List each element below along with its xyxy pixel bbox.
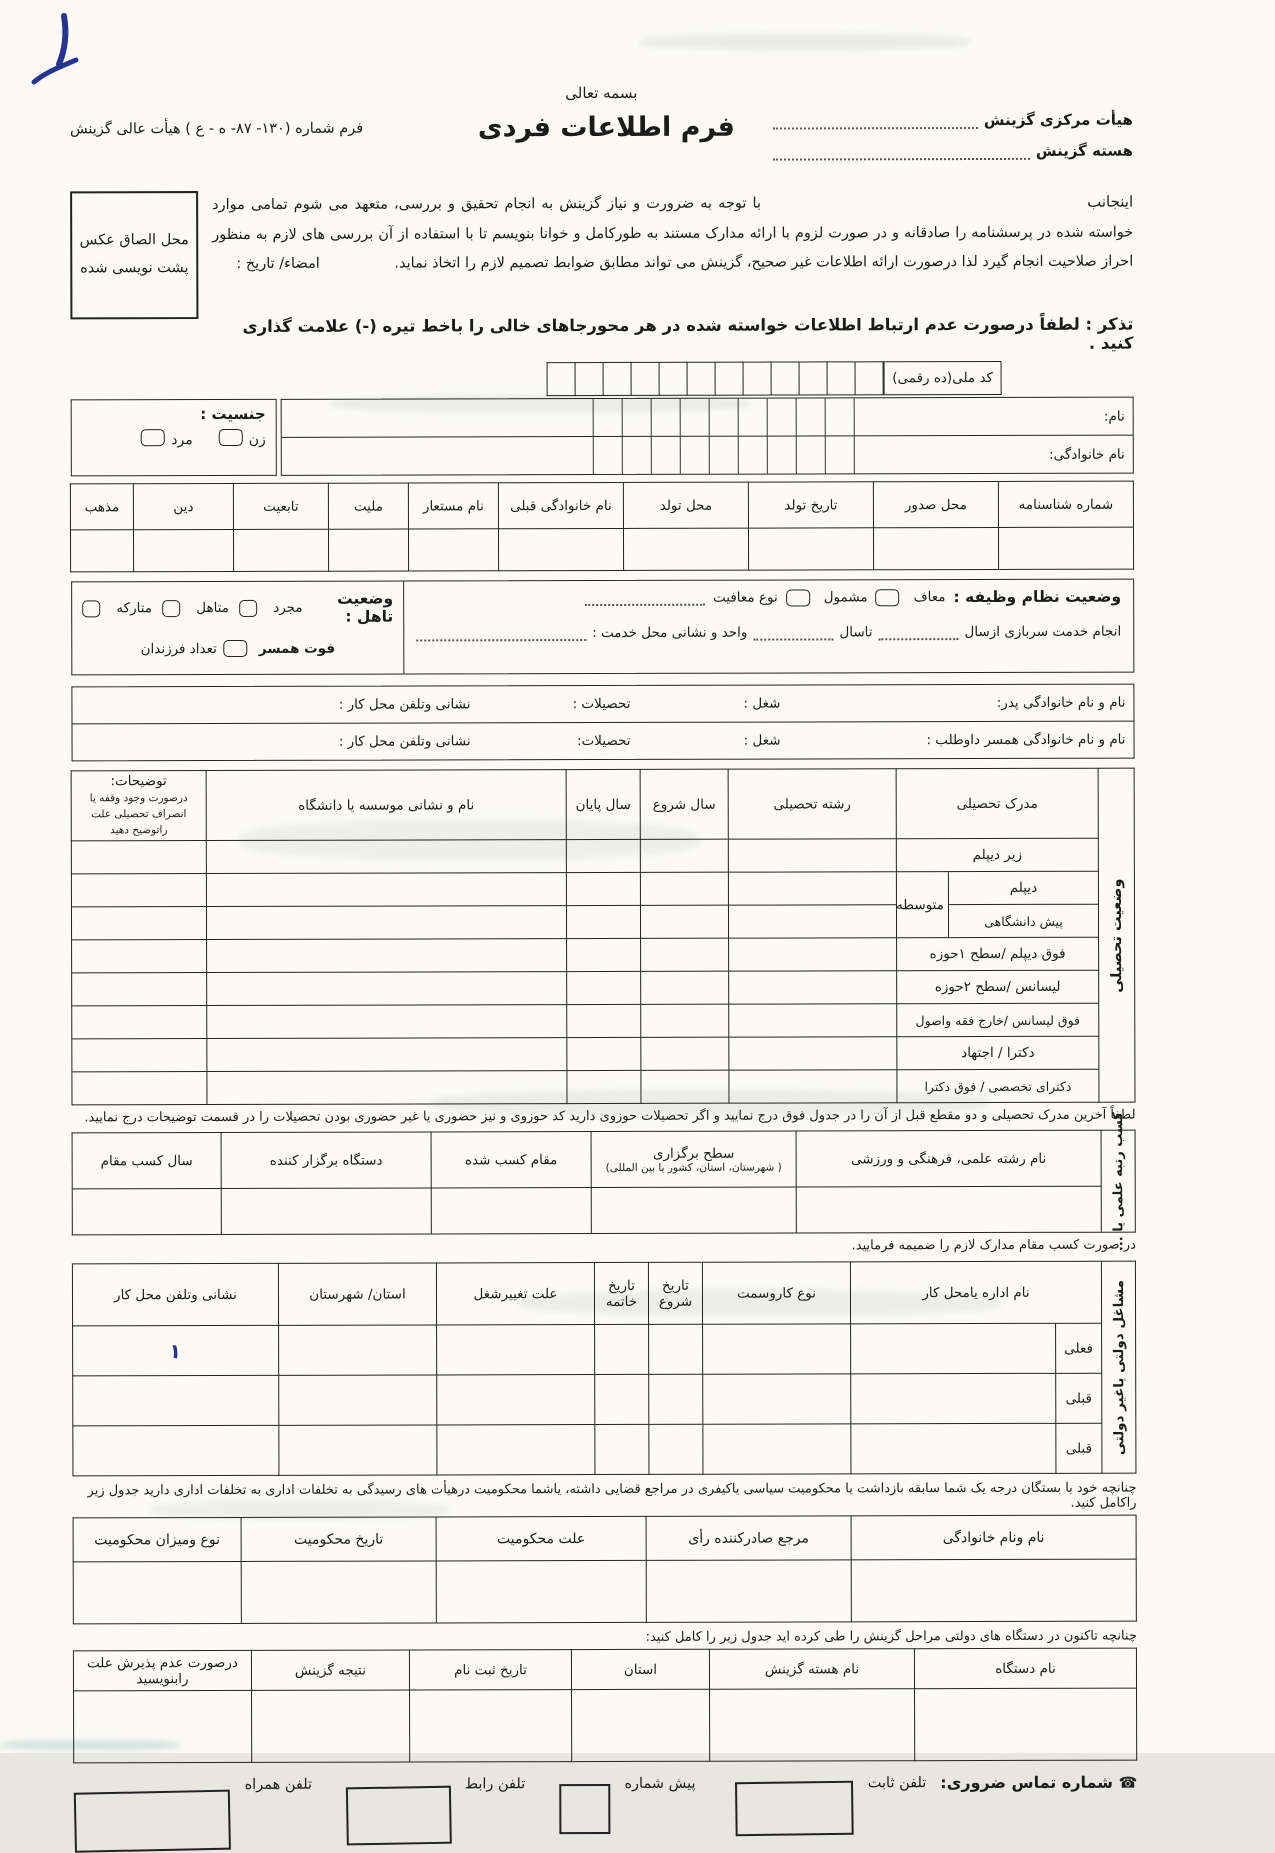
input-cell[interactable]: [71, 841, 206, 874]
input-cell[interactable]: [703, 1374, 851, 1424]
core-board-label: هسته گزینش: [1035, 141, 1134, 160]
core-board-field[interactable]: [773, 143, 1030, 161]
central-board-field[interactable]: [773, 112, 978, 130]
landline-label: تلفن ثابت: [867, 1775, 927, 1792]
father-education-label[interactable]: تحصیلات :: [572, 695, 631, 713]
column-header: نام دستگاه: [914, 1648, 1136, 1689]
input-cell[interactable]: [567, 972, 641, 1005]
input-cell[interactable]: [207, 972, 567, 1006]
subject-checkbox[interactable]: [786, 589, 810, 606]
column-header: نتیجه گزینش: [251, 1650, 409, 1690]
input-cell[interactable]: [437, 1325, 595, 1375]
exemption-type-label: نوع معافیت: [712, 589, 778, 606]
landline-input-box[interactable]: [735, 1781, 854, 1837]
national-code-label: کد ملی(ده رقمی): [884, 361, 1002, 395]
column-header: دستگاه برگزار کننده: [221, 1132, 431, 1189]
input-cell[interactable]: [851, 1559, 1136, 1622]
single-label: مجرد: [273, 599, 303, 616]
input-cell[interactable]: [728, 839, 896, 872]
input-cell[interactable]: [279, 1325, 437, 1375]
input-cell[interactable]: [703, 1324, 851, 1374]
column-header: استان/ شهرستان: [278, 1263, 436, 1325]
spouse-education-label[interactable]: تحصیلات:: [576, 732, 631, 750]
input-cell[interactable]: [641, 938, 729, 971]
degree-label: دیپلم: [948, 871, 1098, 904]
contact-row: [74, 1773, 1137, 1836]
spouse-row: [72, 721, 1133, 761]
input-cell[interactable]: [410, 1690, 572, 1762]
national-code-row: [71, 361, 1134, 398]
degree-label: پیش دانشگاهی: [948, 904, 1098, 937]
signature-date-label[interactable]: امضاء/ تاریخ :: [236, 256, 320, 273]
spouse-work-label[interactable]: نشانی وتلفن محل کار :: [338, 733, 471, 750]
first-name-field[interactable]: [565, 398, 855, 436]
input-cell[interactable]: [572, 1689, 710, 1761]
degree-label: دکترای تخصصی / فوق دکترا: [897, 1069, 1099, 1103]
input-cell[interactable]: [640, 872, 728, 905]
gender-male-option: مرد: [141, 429, 193, 448]
ranks-note: در صورت کسب مقام مدارک لازم را ضمیمه فرمایید.: [851, 1237, 1136, 1254]
photo-attachment-box[interactable]: محل الصاق عکس پشت نویسی شده: [70, 191, 198, 319]
subject-label: مشمول: [823, 589, 868, 606]
degree-label: فوق دیپلم /سطح ۱حوزه: [897, 937, 1099, 971]
input-cell[interactable]: [998, 527, 1133, 569]
column-header: محل صدور: [873, 481, 998, 527]
personal-info-table: [70, 481, 1134, 573]
column-header: رشته تحصیلی: [728, 769, 896, 840]
secondary-group-label: متوسطه: [896, 872, 948, 938]
column-header: نام ونام خانوادگی: [851, 1515, 1136, 1560]
gender-female-option: زن: [219, 429, 266, 448]
male-checkbox[interactable]: [141, 429, 165, 446]
input-cell[interactable]: [640, 905, 728, 938]
column-header: مذهب: [70, 484, 133, 530]
convictions-table: [73, 1515, 1137, 1625]
input-cell[interactable]: [567, 1005, 641, 1038]
column-header: علت محکومیت: [436, 1517, 646, 1562]
digit-cell[interactable]: [799, 361, 827, 395]
degree-label: فوق لیسانس /خارج فقه واصول: [897, 1003, 1099, 1037]
input-cell[interactable]: [567, 1038, 641, 1071]
digit-cell[interactable]: [575, 362, 603, 396]
input-cell[interactable]: [206, 873, 566, 907]
input-cell[interactable]: [72, 1006, 207, 1039]
column-header: محل تولد: [623, 482, 748, 528]
applicant-name-field[interactable]: [767, 207, 1087, 208]
unit-address-field[interactable]: [416, 625, 586, 641]
first-name-label: نام:: [1103, 408, 1125, 425]
input-cell[interactable]: [640, 839, 728, 872]
input-cell[interactable]: [72, 940, 207, 973]
input-cell[interactable]: [279, 1375, 437, 1425]
input-cell[interactable]: [71, 874, 206, 907]
column-header: استان: [571, 1649, 709, 1689]
digit-cell[interactable]: [715, 362, 743, 396]
marital-title: وضعیت تاهل :: [337, 589, 394, 626]
column-header: نوع ومیزان محکومیت: [73, 1518, 241, 1562]
column-header: درصورت عدم پذیرش علت رابنویسید: [73, 1651, 251, 1691]
education-note: لطفاً آخرین مدرک تحصیلی و دو مقطع قبل از آن را در جدول فوق درج نمایید و اگر تحصیلات حوزوی دارید کد حوزوی و نیز حضوری یا غیر حضوری بودن تحصیلات را در قسمت توضیحات درج نمایید.: [84, 1107, 1136, 1126]
last-name-label: نام خانوادگی:: [1049, 446, 1125, 463]
female-checkbox[interactable]: [219, 429, 243, 446]
father-work-label[interactable]: نشانی وتلفن محل کار :: [338, 696, 471, 713]
handwritten-mark: ۱: [168, 1338, 183, 1364]
column-header: مرجع صادرکننده رأی: [646, 1516, 851, 1561]
spouse-job-label[interactable]: شغل :: [743, 732, 781, 749]
digit-cell[interactable]: [603, 362, 631, 396]
exemption-type-field[interactable]: [585, 590, 705, 606]
input-cell[interactable]: [641, 1004, 729, 1037]
input-cell[interactable]: [728, 872, 896, 905]
input-cell[interactable]: [649, 1424, 703, 1474]
input-cell[interactable]: [207, 939, 567, 973]
input-cell[interactable]: [567, 939, 641, 972]
military-status-box: [403, 579, 1134, 675]
area-code-label: پیش شماره: [624, 1776, 696, 1793]
degree-label: زیر دیپلم: [896, 838, 1098, 872]
input-cell[interactable]: [437, 1425, 595, 1475]
column-header: ملیت: [328, 483, 408, 529]
pledge-text: با توجه به ضرورت و نیاز گزینش به انجام تحقیق و بررسی، متعهد می شوم تمامی موارد خواسته شده در پرسشنامه را صادقانه و در صورت لزوم با ارائه مدارک مستند به طورکامل و خوانا بنویسم تا با استفاده از آن بررسی های لازم به منظور احراز صلاحیت انجام گیرد لذا درصورت ارائه اطلاعات غیر صحیح، گزینش می تواند مطابق ضوابط تصمیم لازم را اتخاذ نماید.: [212, 195, 1134, 272]
father-row: [72, 685, 1133, 724]
last-name-field[interactable]: [565, 436, 855, 474]
gender-label: جنسیت :: [200, 404, 266, 424]
exempt-label: معاف: [913, 589, 946, 606]
input-cell[interactable]: [710, 1689, 915, 1762]
input-cell[interactable]: [566, 906, 640, 939]
pledge-section: [70, 187, 1133, 312]
phone-icon: ☎: [1118, 1773, 1138, 1792]
digit-cell[interactable]: [659, 362, 687, 396]
service-label: انجام خدمت سربازی ازسال: [964, 623, 1122, 641]
exempt-checkbox[interactable]: [876, 589, 900, 606]
single-checkbox[interactable]: [239, 599, 257, 616]
selection-history-intro: چنانچه تاکنون در دستگاه های دولتی مراحل گزینش را طی کرده اید جدول زیر را کامل کنید:: [645, 1628, 1137, 1646]
column-header: نام مستعار: [408, 483, 498, 529]
input-cell[interactable]: [408, 529, 498, 571]
column-header: تاریخ ثبت نام: [409, 1650, 571, 1690]
mobile-input-box[interactable]: [74, 1790, 231, 1853]
contact-title: ☎ شماره تماس ضروری:: [940, 1772, 1138, 1793]
job-row-label: فعلی: [1056, 1323, 1102, 1373]
input-cell[interactable]: [233, 529, 328, 571]
input-cell[interactable]: [566, 840, 640, 873]
column-header: شماره شناسنامه: [998, 481, 1133, 527]
input-cell[interactable]: [567, 1071, 641, 1104]
input-cell[interactable]: [207, 1071, 567, 1105]
job-row-label: قبلی: [1056, 1423, 1102, 1473]
input-cell[interactable]: [72, 1039, 207, 1072]
input-cell[interactable]: [72, 973, 207, 1006]
education-side-label: وضعیت تحصیلی: [1098, 768, 1135, 1102]
form-number: فرم شماره (۱۳۰- ۸۷- ه - ع ) هیأت عالی گزینش: [69, 120, 364, 138]
input-cell[interactable]: [72, 1072, 207, 1105]
children-count-label: تعداد فرزندان: [140, 640, 217, 657]
input-cell[interactable]: [71, 907, 206, 940]
column-header: تاریخ محکومیت: [241, 1517, 436, 1562]
digit-cell[interactable]: [547, 362, 575, 396]
input-cell[interactable]: [915, 1688, 1137, 1761]
column-header: علت تغییرشغل: [436, 1263, 594, 1325]
input-cell[interactable]: [73, 1426, 279, 1477]
column-header: نام خانوادگی قبلی: [498, 482, 623, 528]
input-cell[interactable]: [206, 906, 566, 940]
unit-address-label: واحد و نشانی محل خدمت :: [592, 624, 748, 642]
jobs-side-label: مشاغل دولتی یاغیر دولتی: [1101, 1261, 1136, 1473]
column-header: دین: [133, 483, 233, 529]
input-cell[interactable]: [641, 971, 729, 1004]
column-header: سال شروع: [640, 769, 728, 839]
input-cell[interactable]: [436, 1561, 646, 1624]
core-board-line: [773, 142, 1133, 161]
applicant-label: اینجانب: [1087, 192, 1134, 211]
input-cell[interactable]: [729, 938, 897, 971]
column-header: تاریخ خاتمه: [594, 1263, 648, 1325]
ranks-side-label: کسب رتبه علمی یا ...: [1101, 1130, 1135, 1232]
family-info-table: [71, 684, 1134, 762]
digit-cell[interactable]: [743, 362, 771, 396]
digit-cell[interactable]: [631, 362, 659, 396]
marital-status-box: [71, 581, 403, 676]
digit-cell[interactable]: [855, 361, 884, 395]
input-cell[interactable]: [595, 1425, 649, 1475]
digit-cell[interactable]: [827, 361, 855, 395]
service-to-field[interactable]: [753, 625, 833, 641]
column-header: نشانی وتلفن محل کار: [72, 1264, 278, 1327]
first-name-row: [282, 398, 1133, 438]
input-cell[interactable]: [851, 1424, 1056, 1475]
column-header: تابعیت: [233, 483, 328, 529]
gender-box: [71, 399, 277, 477]
column-header: نام رشته علمی، فرهنگی و ورزشی: [796, 1130, 1101, 1187]
military-title: وضعیت نظام وظیفه :: [953, 587, 1122, 607]
spouse-deceased-checkbox[interactable]: [223, 640, 247, 657]
input-cell[interactable]: [729, 1004, 897, 1037]
input-cell[interactable]: [279, 1425, 437, 1475]
column-header: نوع کاروسمت: [702, 1262, 850, 1324]
notes-column-header: توضیحات: درصورت وجود وقفه یا انصراف تحصیلی علت راتوضیح دهید: [71, 771, 206, 842]
column-header: نام هسته گزینش: [709, 1649, 914, 1690]
degree-label: دکترا / اجتهاد: [897, 1036, 1099, 1070]
selection-history-table: [73, 1648, 1137, 1764]
input-cell[interactable]: [221, 1188, 431, 1235]
input-cell[interactable]: [796, 1186, 1101, 1233]
degree-label: لیسانس /سطح ۲حوزه: [897, 970, 1099, 1004]
column-header: نام و نشانی موسسه یا دانشگاه: [206, 770, 566, 841]
input-cell[interactable]: [729, 1070, 897, 1103]
spouse-deceased-label: فوت همسر: [258, 640, 336, 657]
input-cell[interactable]: [133, 529, 233, 571]
area-code-input-box[interactable]: [559, 1784, 610, 1834]
input-cell[interactable]: [328, 529, 408, 571]
input-cell[interactable]: [641, 1070, 729, 1103]
input-cell[interactable]: [566, 873, 640, 906]
column-header: تاریخ تولد: [748, 482, 873, 528]
input-cell[interactable]: [646, 1560, 851, 1623]
input-cell[interactable]: [70, 530, 133, 572]
column-header: سال پایان: [566, 769, 640, 839]
father-name-label[interactable]: نام و نام خانوادگی پدر:: [996, 694, 1126, 711]
separated-checkbox[interactable]: [82, 600, 100, 617]
married-checkbox[interactable]: [162, 600, 180, 617]
form-header: [70, 111, 1133, 176]
input-cell[interactable]: [591, 1187, 796, 1234]
spouse-name-label[interactable]: نام و نام خانوادگی همسر داوطلب :: [926, 731, 1126, 749]
pledge-paragraph: [70, 187, 1133, 281]
dash-notice: تذکر : لطفاً درصورت عدم ارتباط اطلاعات خواسته شده در هر محورجاهای خالی را باخط تیره (-) علامت گذاری کنید .: [242, 314, 1134, 353]
page-title: فرم اطلاعات فردی: [477, 111, 735, 144]
column-header: نام اداره یامحل کار: [850, 1261, 1101, 1324]
input-cell[interactable]: [207, 1005, 567, 1039]
father-job-label[interactable]: شغل :: [743, 695, 781, 712]
to-year-label: تاسال: [839, 624, 873, 641]
input-cell[interactable]: [207, 1038, 567, 1072]
input-cell[interactable]: [241, 1561, 436, 1624]
input-cell[interactable]: [729, 971, 897, 1004]
service-from-field[interactable]: [879, 624, 959, 640]
input-cell[interactable]: [73, 1326, 279, 1377]
name-rows: [281, 397, 1134, 476]
input-cell[interactable]: [703, 1424, 851, 1474]
digit-cell[interactable]: [771, 361, 799, 395]
input-cell[interactable]: [74, 1691, 252, 1763]
input-cell[interactable]: [649, 1324, 703, 1374]
input-cell[interactable]: [641, 1037, 729, 1070]
jobs-table: [72, 1261, 1137, 1477]
identity-block: [71, 361, 1134, 477]
input-cell[interactable]: [748, 528, 873, 570]
separated-label: متارکه: [116, 600, 153, 617]
bismillah-text: بسمه تعالی: [565, 83, 638, 103]
input-cell[interactable]: [252, 1690, 410, 1762]
input-cell[interactable]: [623, 528, 748, 570]
digit-cell[interactable]: [687, 362, 715, 396]
input-cell[interactable]: [873, 527, 998, 569]
input-cell[interactable]: [73, 1562, 241, 1624]
input-cell[interactable]: [649, 1374, 703, 1424]
education-table: [71, 768, 1136, 1106]
column-header: سطح برگزاری ( شهرستان، استان، کشور یا بین المللی): [591, 1131, 796, 1188]
input-cell[interactable]: [851, 1374, 1056, 1425]
married-label: متاهل: [196, 599, 230, 617]
input-cell[interactable]: [72, 1189, 221, 1235]
central-board-line: [773, 111, 1133, 130]
column-header: مدرک تحصیلی: [896, 768, 1098, 839]
input-cell[interactable]: [851, 1324, 1056, 1375]
input-cell[interactable]: [595, 1375, 649, 1425]
input-cell[interactable]: [437, 1375, 595, 1425]
central-board-label: هیأت مرکزی گزینش: [983, 110, 1133, 130]
column-header: مقام کسب شده: [431, 1132, 591, 1188]
liaison-phone-input-box[interactable]: [346, 1786, 451, 1846]
input-cell[interactable]: [729, 1037, 897, 1070]
convictions-intro: چنانچه خود یا بستگان درجه یک شما سابقه بازداشت یا محکومیت سیاسی یاکیفری در مراجع قضایی داشته، یاشما محکومیت درهیأت های رسیدگی به تخلفات اداری به تخلفات اداری دارید جدول زیر راکامل کنید.: [87, 1480, 1137, 1512]
input-cell[interactable]: [73, 1376, 279, 1427]
column-header: تاریخ شروع: [648, 1262, 702, 1324]
last-name-row: [282, 436, 1133, 475]
input-cell[interactable]: [206, 840, 566, 874]
input-cell[interactable]: [595, 1325, 649, 1375]
liaison-phone-label: تلفن رابط: [464, 1776, 526, 1793]
input-cell[interactable]: [498, 528, 623, 570]
mobile-label: تلفن همراه: [244, 1777, 313, 1794]
input-cell[interactable]: [728, 905, 896, 938]
job-row-label: قبلی: [1056, 1373, 1102, 1423]
input-cell[interactable]: [431, 1188, 591, 1234]
column-header: سال کسب مقام: [72, 1133, 221, 1189]
